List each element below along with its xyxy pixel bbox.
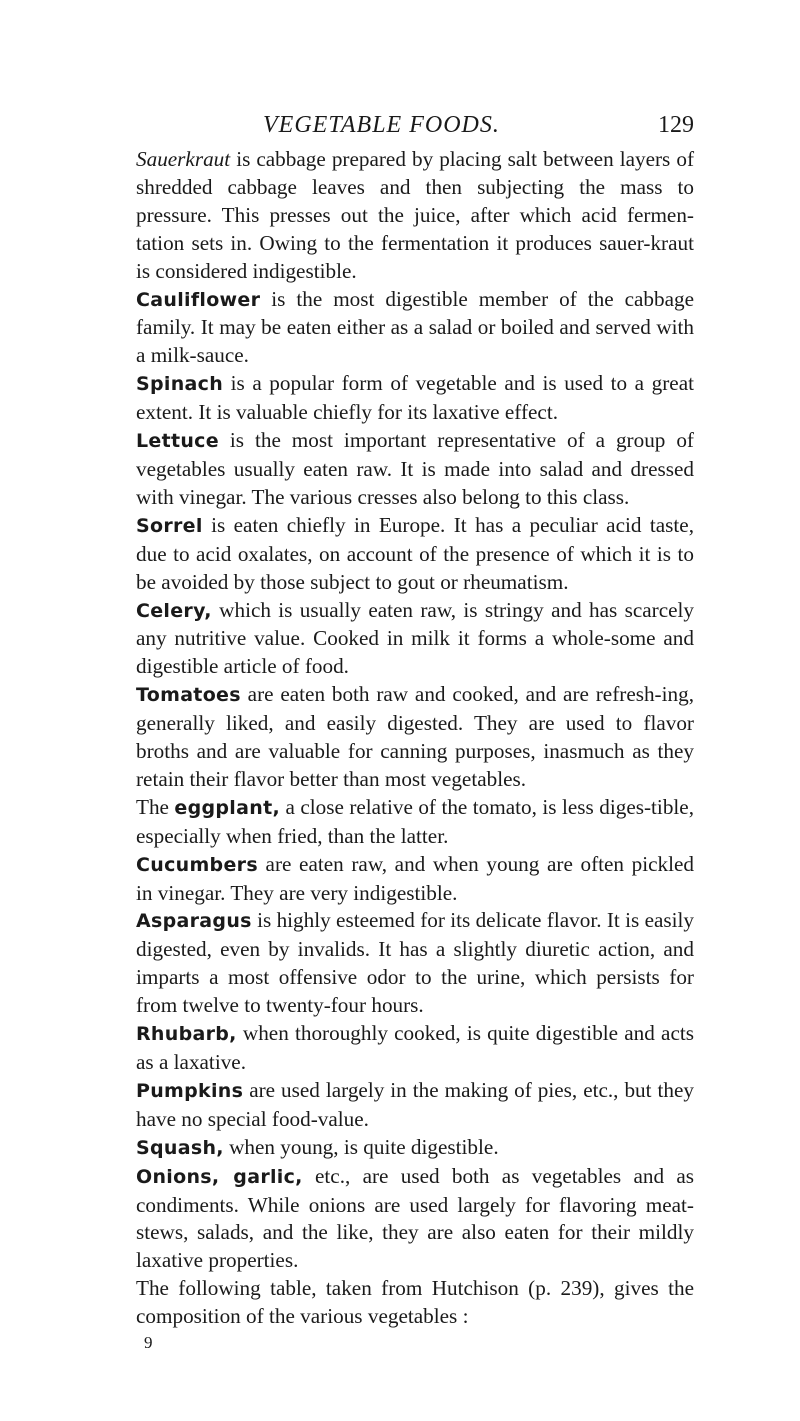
- paragraph-asparagus: [136, 907, 694, 1020]
- paragraph-cucumbers: [136, 851, 694, 908]
- paragraph-text: The following table, taken from Hutchison (p. 239), gives the composition of the various vegetables :: [136, 1276, 694, 1329]
- term-squash: Squash,: [136, 1136, 224, 1159]
- paragraph-lettuce: [136, 427, 694, 512]
- paragraph-text: is highly esteemed for its delicate flavor. It is easily digested, even by invalids. It has a slightly diuretic action, and imparts a most offensive odor to the urine, which persists for from twelve to twenty-four hours.: [136, 908, 694, 1018]
- paragraph-text: is the most important representative of a group of vegetables usually eaten raw. It is made into salad and dressed with vinegar. The various cresses also belong to this class.: [136, 428, 694, 509]
- paragraph-spinach: [136, 370, 694, 427]
- paragraph-pumpkins: [136, 1077, 694, 1134]
- term-eggplant: eggplant,: [174, 796, 280, 819]
- term-sorrel: Sorrel: [136, 514, 203, 537]
- paragraph-celery: [136, 597, 694, 682]
- term-celery: Celery,: [136, 599, 212, 622]
- paragraph-rhubarb: [136, 1020, 694, 1077]
- paragraph-onions: [136, 1163, 694, 1276]
- page-number: 129: [658, 112, 694, 138]
- paragraph-text: is eaten chiefly in Europe. It has a peculiar acid taste, due to acid oxalates, on account of the presence of which it is to be avoided by those subject to gout or rheumatism.: [136, 512, 694, 594]
- running-head: [136, 100, 694, 144]
- paragraph-text: a close relative of the tomato, is less diges-tible, especially when fried, than the latter.: [136, 794, 694, 848]
- signature-mark: 9: [144, 1333, 153, 1353]
- running-title: VEGETABLE FOODS.: [263, 112, 500, 138]
- paragraph-sauerkraut: [136, 146, 694, 286]
- paragraph-text: is a popular form of vegetable and is used to a great extent. It is valuable chiefly for its laxative effect.: [136, 371, 694, 425]
- paragraph-text: are used largely in the making of pies, etc., but they have no special food-value.: [136, 1077, 694, 1131]
- paragraph-tomatoes: [136, 681, 694, 794]
- term-cucumbers: Cucumbers: [136, 853, 258, 876]
- body-text: [136, 146, 694, 1331]
- paragraph-cauliflower: [136, 286, 694, 371]
- term-asparagus: Asparagus: [136, 910, 252, 933]
- term-onions-garlic: Onions, garlic,: [136, 1165, 303, 1188]
- term-sauerkraut: Sauerkraut: [136, 147, 231, 171]
- term-pumpkins: Pumpkins: [136, 1079, 244, 1102]
- paragraph-squash: [136, 1134, 694, 1163]
- paragraph-text: is the most digestible member of the cabbage family. It may be eaten either as a salad or boiled and served with a milk-sauce.: [136, 286, 694, 368]
- term-cauliflower: Cauliflower: [136, 288, 261, 311]
- paragraph-text: is cabbage prepared by placing salt between layers of shredded cabbage leaves and then subjecting the mass to pressure. This presses out the juice, after which acid fermen-tation sets in. Owing to the fermentation it produces sauer-kraut is considered indigestible.: [136, 147, 694, 283]
- paragraph-text: are eaten raw, and when young are often pickled in vinegar. They are very indigestible.: [136, 851, 694, 905]
- paragraph-prefix: The: [136, 794, 175, 819]
- term-spinach: Spinach: [136, 373, 224, 396]
- term-lettuce: Lettuce: [136, 430, 219, 453]
- term-rhubarb: Rhubarb,: [136, 1023, 237, 1046]
- paragraph-text: etc., are used both as vegetables and as condiments. While onions are used largely for flavoring meat-stews, salads, and the like, they are also eaten for their mildly laxative properties.: [136, 1163, 694, 1273]
- book-page: [136, 100, 694, 1353]
- paragraph-eggplant: [136, 794, 694, 851]
- paragraph-table-intro: [136, 1275, 694, 1331]
- paragraph-text: are eaten both raw and cooked, and are refresh-ing, generally liked, and easily digested. They are used to flavor broths and are valuable for canning purposes, inasmuch as they retain their flavor better than most vegetables.: [136, 682, 694, 791]
- paragraph-text: when thoroughly cooked, is quite digestible and acts as a laxative.: [136, 1021, 694, 1074]
- paragraph-text: which is usually eaten raw, is stringy and has scarcely any nutritive value. Cooked in milk it forms a whole-some and digestible article of food.: [136, 597, 694, 679]
- paragraph-text: when young, is quite digestible.: [223, 1134, 499, 1159]
- paragraph-sorrel: [136, 512, 694, 597]
- term-tomatoes: Tomatoes: [136, 684, 241, 707]
